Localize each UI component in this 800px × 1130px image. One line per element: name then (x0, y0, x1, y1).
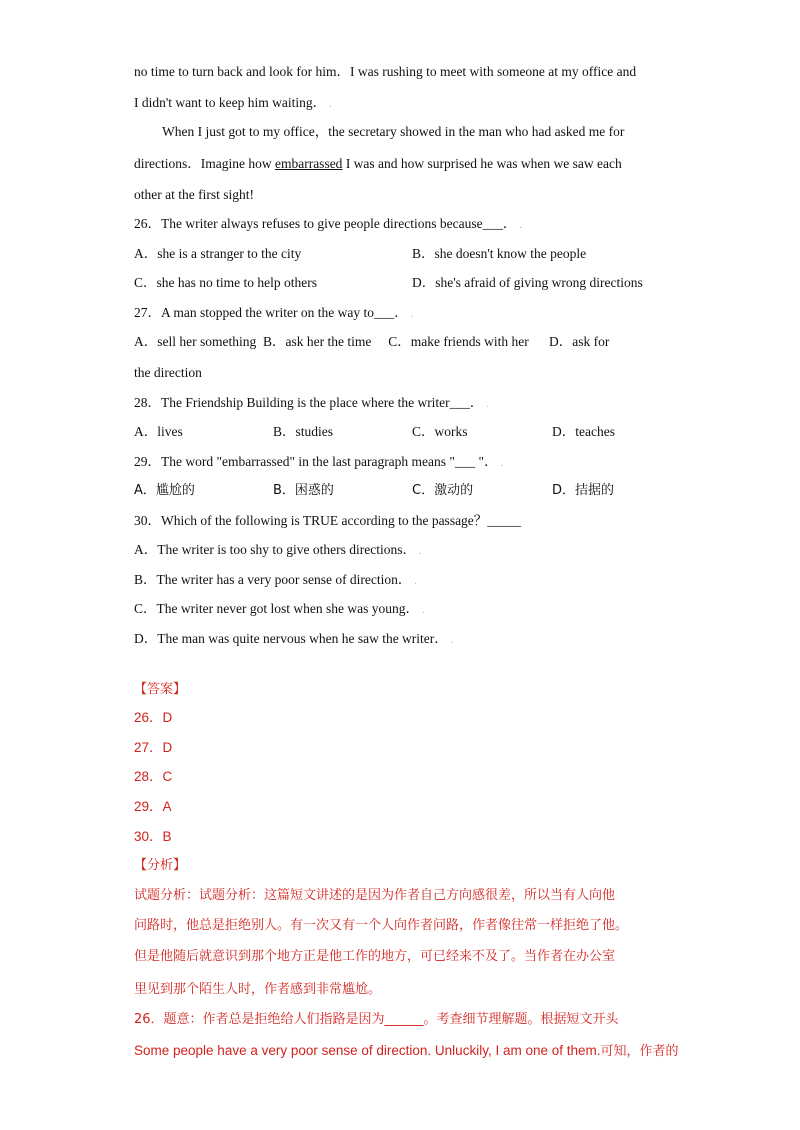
answer-item: 28．C (134, 769, 173, 784)
analysis-line: 26．题意：作者总是拒绝给人们指路是因为______。考查细节理解题。根据短文开头 (134, 1012, 619, 1027)
underlined-word: embarrassed (274, 156, 343, 171)
analysis-header: 【分析】 (134, 858, 187, 873)
passage-line: directions．Imagine how embarrassed I was and how surprised he was when we saw each (134, 156, 622, 171)
analysis-line: 试题分析：试题分析：这篇短文讲述的是因为作者自己方向感很差，所以当有人向他 (134, 888, 616, 903)
question-stem: 27．A man stopped the writer on the way to___． . (134, 305, 414, 320)
question-stem: 26．The writer always refuses to give people directions because___． . (134, 216, 522, 231)
option: B．The writer has a very poor sense of direction． . (134, 572, 417, 587)
option: C．she has no time to help others (134, 275, 317, 290)
answer-header: 【答案】 (134, 682, 187, 697)
option: C．The writer never got lost when she was young． . (134, 601, 425, 616)
option: B．studies (273, 424, 334, 439)
answer-item: 26．D (134, 710, 173, 725)
answer-item: 29．A (134, 799, 172, 814)
passage-line: no time to turn back and look for him．I was rushing to meet with someone at my office and (134, 64, 637, 79)
option-line: the direction (134, 365, 202, 380)
option: C．works (412, 424, 468, 439)
option: D．The man was quite nervous when he saw the writer． . (134, 631, 454, 646)
answer-item: 27．D (134, 740, 173, 755)
passage-line: When I just got to my office，the secretary showed in the man who had asked me for (162, 124, 625, 139)
option: B．she doesn't know the people (412, 246, 587, 261)
option: A．The writer is too shy to give others directions． . (134, 542, 422, 557)
analysis-line: 里见到那个陌生人时，作者感到非常尴尬。 (134, 982, 382, 997)
question-stem: 28．The Friendship Building is the place where the writer___． . (134, 395, 489, 410)
question-stem: 29．The word "embarrassed" in the last paragraph means "___ "． . (134, 454, 504, 469)
option: A．尴尬的 (134, 483, 195, 498)
analysis-line: Some people have a very poor sense of direction. Unluckily, I am one of them.可知，作者的 (134, 1043, 679, 1059)
analysis-line: 但是他随后就意识到那个地方正是他工作的地方，可已经来不及了。当作者在办公室 (134, 949, 616, 964)
passage-line: other at the first sight! (134, 187, 254, 202)
option: D．teaches (552, 424, 615, 439)
option: A．she is a stranger to the city (134, 246, 302, 261)
option-line: A．sell her something B．ask her the time C．make friends with her D．ask for (134, 334, 610, 349)
option: B．困惑的 (273, 483, 334, 498)
option: D．拮据的 (552, 483, 615, 498)
analysis-line: 问路时，他总是拒绝别人。有一次又有一个人向作者问路，作者像往常一样拒绝了他。 (134, 918, 629, 933)
option: D．she's afraid of giving wrong directions (412, 275, 643, 290)
answer-item: 30．B (134, 829, 172, 844)
question-stem: 30．Which of the following is TRUE according to the passage？_____ (134, 513, 522, 528)
option: A．lives (134, 424, 183, 439)
passage-line: I didn't want to keep him waiting． . (134, 95, 332, 110)
option: C．激动的 (412, 483, 474, 498)
